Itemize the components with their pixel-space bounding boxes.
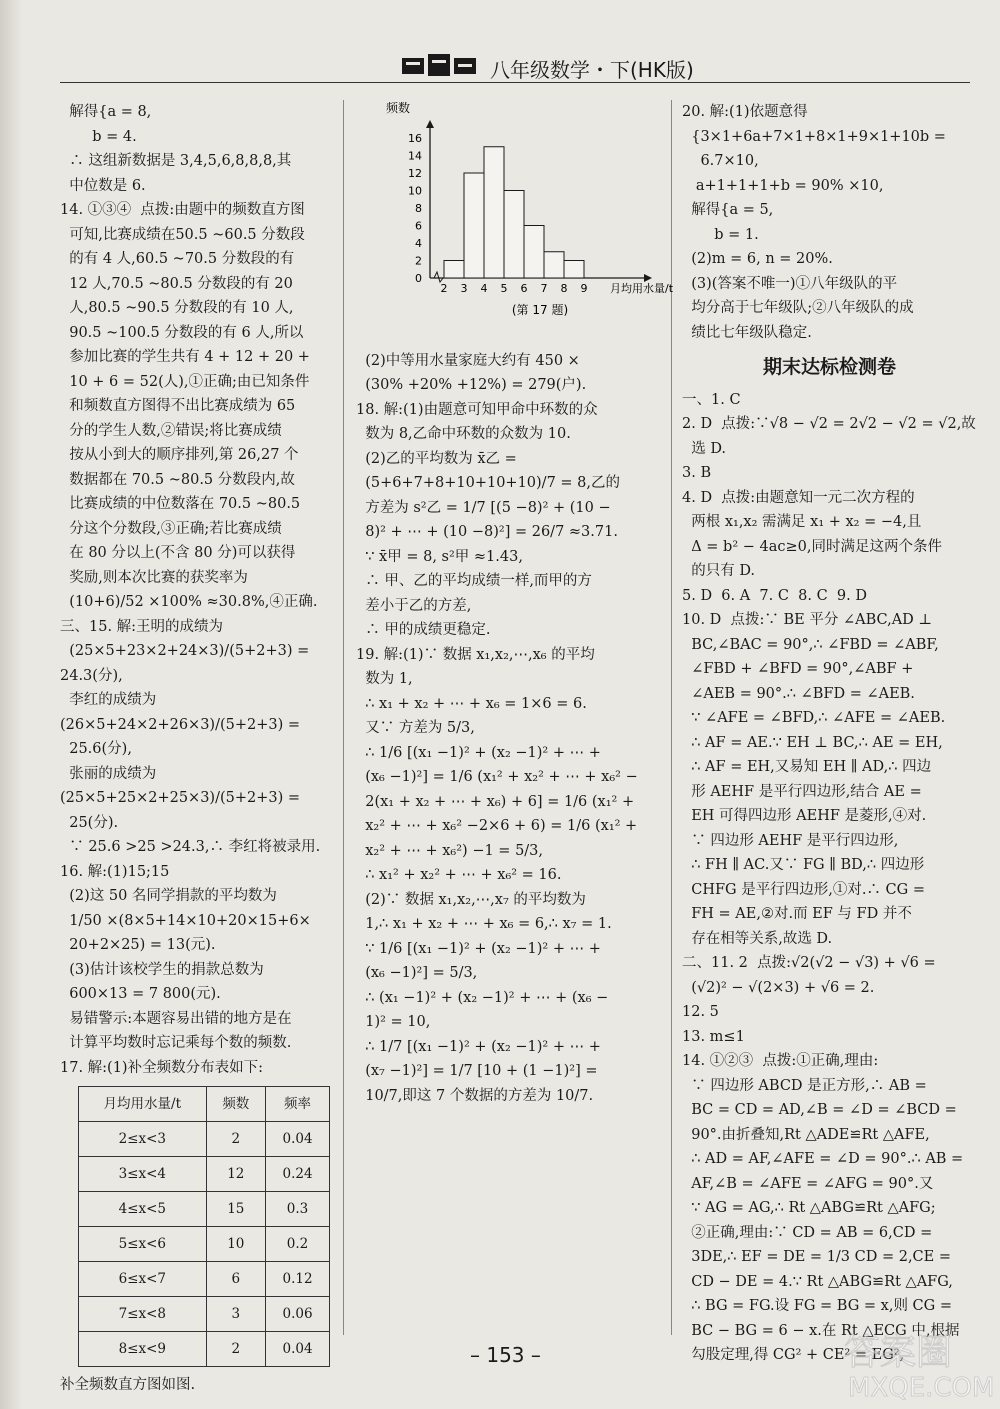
answer-line: 方差为 s²乙 = 1/7 [(5 −8)² + (10 −: [356, 499, 611, 516]
histogram-bar: [524, 226, 544, 279]
y-axis-label: 频数: [386, 101, 411, 115]
answer-line: 解得{a = 8,: [60, 104, 152, 120]
answer-line: 张丽的成绩为 (25×5+25×2+25×3)/(5+2+3) =: [60, 765, 301, 806]
answer-line: 易错警示:本题容易出错的地方是在: [60, 1010, 292, 1027]
histogram-bar: [564, 261, 584, 279]
table-header-row: [79, 1087, 330, 1122]
answer-line: ∵ ∠AFE = ∠BFD,∴ ∠AFE = ∠AEB.: [682, 710, 946, 726]
x-tick-label: 8: [560, 282, 568, 295]
x-tick-label: 2: [440, 282, 448, 295]
y-tick-label: 12: [408, 167, 422, 180]
table-cell: 4≤x<5: [79, 1192, 207, 1227]
x-axis-label: 月均用水量/t: [610, 282, 674, 295]
answer-line: 差小于乙的方差,: [356, 597, 472, 614]
table-row: [79, 1192, 330, 1227]
answer-line: (x₆ −1)²] = 5/3,: [356, 965, 478, 981]
table-row: [79, 1297, 330, 1332]
x-tick-label: 7: [540, 282, 548, 295]
answer-line: 二、11. 2 点拨:√2(√2 − √3) + √6 =: [682, 955, 936, 971]
answer-line: FH = AE,②对.而 EF 与 FD 并不: [682, 906, 912, 922]
answer-line: ∴ FH ∥ AC.又∵ FG ∥ BD,∴ 四边形: [682, 857, 925, 873]
answer-line: ∴ AF = EH,又易知 EH ∥ AD,∴ 四边: [682, 759, 932, 775]
table-cell: 0.12: [266, 1262, 330, 1297]
answer-line: 12 人,70.5 ~80.5 分数段的有 20: [60, 275, 293, 292]
y-tick-label: 6: [415, 219, 422, 233]
answer-line: BC − BG = 6 − x.在 Rt △ECG 中,根据: [682, 1322, 960, 1339]
answer-line: 5. D 6. A 7. C 8. C 9. D: [682, 587, 868, 604]
y-tick-label: 4: [415, 237, 422, 250]
table-cell: 15: [206, 1192, 266, 1227]
x-tick-label: 5: [500, 282, 508, 295]
histogram-chart: [356, 100, 674, 340]
answer-line: 14. ①②③ 点拨:①正确,理由:: [682, 1053, 879, 1069]
answer-line: 12. 5: [682, 1004, 719, 1020]
answer-line: 17. 解:(1)补全频数分布表如下:: [60, 1059, 263, 1076]
answer-line: 两根 x₁,x₂ 需满足 x₁ + x₂ = −4,且: [682, 514, 922, 530]
answer-line: ∠FBD + ∠BFD = 90°,∠ABF +: [682, 661, 914, 677]
answer-line: ∴ 这组新数据是 3,4,5,6,8,8,8,其: [60, 153, 292, 169]
table-row: [79, 1227, 330, 1262]
answer-line: ∴ AD = AF,∠AFE = ∠D = 90°.∴ AB =: [682, 1151, 964, 1167]
answer-line: 4. D 点拨:由题意知一元二次方程的: [682, 489, 915, 506]
answer-line: 中位数是 6.: [60, 177, 146, 194]
answer-line: (10+6)/52 ×100% ≈30.8%,④正确.: [60, 594, 318, 610]
answer-line: ∴ x₁² + x₂² + ⋯ + x₆² = 16.: [356, 867, 562, 883]
publisher-logo-icon: [400, 52, 480, 80]
answer-line: ∴ 1/6 [(x₁ −1)² + (x₂ −1)² + ⋯ +: [356, 744, 601, 761]
table-header-cell: 频率: [266, 1087, 330, 1122]
section-title: 期末达标检测卷: [762, 356, 896, 378]
answer-line: 13. m≤1: [682, 1028, 745, 1045]
histogram-bar: [544, 252, 564, 278]
page-gutter: [0, 0, 22, 1409]
answer-line: 又∵ 方差为 5/3,: [356, 720, 475, 736]
histogram-bar: [444, 261, 464, 279]
column-right: [682, 100, 977, 1368]
column-left: [60, 100, 330, 1398]
watermark-logo: [840, 1320, 995, 1403]
answer-line: 一、1. C: [682, 391, 741, 408]
y-tick-label: 0: [415, 272, 422, 285]
table-cell: 5≤x<6: [79, 1227, 207, 1262]
answer-line: 均分高于七年级队;②八年级队的成: [682, 300, 914, 316]
answer-line: ∠AEB = 90°.∴ ∠BFD = ∠AEB.: [682, 685, 915, 702]
answer-line: ∴ BG = FG.设 FG = BG = x,则 CG =: [682, 1298, 952, 1314]
y-tick-label: 10: [408, 184, 422, 198]
table-header-cell: 月均用水量/t: [79, 1087, 207, 1122]
answer-line: 3DE,∴ EF = DE = 1/3 CD = 2,CE =: [682, 1249, 951, 1265]
y-axis-arrow-icon: [426, 120, 434, 128]
answer-line: ∵ 1/6 [(x₁ −1)² + (x₂ −1)² + ⋯ +: [356, 940, 601, 957]
answer-line: EH 可得四边形 AEHF 是菱形,④对.: [682, 808, 927, 824]
chart-caption: (第 17 题): [511, 303, 569, 317]
y-tick-label: 2: [415, 254, 422, 268]
answer-line: x₂² + ⋯ + x₆² −2×6 + 6) = 1/6 (x₁² +: [356, 818, 638, 834]
table-row: [79, 1157, 330, 1192]
answer-line: (x₆ −1)²] = 1/6 (x₁² + x₂² + ⋯ + x₆² −: [356, 769, 638, 785]
histogram-bar: [464, 173, 484, 278]
answer-line: 25(分).: [60, 814, 119, 831]
answer-line: 20+2×25) = 13(元).: [60, 937, 216, 953]
answer-line: a+1+1+1+b = 90% ×10,: [682, 177, 884, 194]
answer-line: CD − DE = 4.∵ Rt △ABG≌Rt △AFG,: [682, 1273, 953, 1290]
answer-line: 数为 1,: [356, 671, 413, 687]
answer-line: AF,∠B = ∠AFE = ∠AFG = 90°.又: [682, 1175, 934, 1192]
answer-line: 李红的成绩为 (26×5+24×2+26×3)/(5+2+3) =: [60, 692, 301, 733]
table-cell: 0.06: [266, 1297, 330, 1332]
x-tick-label: 3: [460, 282, 468, 295]
answer-line: 2. D 点拨:∵√8 − √2 = 2√2 − √2 = √2,故: [682, 416, 976, 432]
answer-line: (3)(答案不唯一)①八年级队的平: [682, 275, 898, 292]
x-tick-label: 6: [520, 282, 528, 295]
axis-break-icon: [434, 272, 443, 282]
answer-line: 勾股定理,得 CG² + CE² = EG²,: [682, 1347, 905, 1363]
answer-line: 和频数直方图得不出比赛成绩为 65: [60, 398, 296, 414]
answer-line: 25.6(分),: [60, 741, 132, 757]
answer-line: 可知,比赛成绩在50.5 ~60.5 分数段: [60, 226, 305, 243]
answer-line: 10 + 6 = 52(人),①正确;由已知条件: [60, 373, 310, 390]
answer-line: {3×1+6a+7×1+8×1+9×1+10b =: [682, 128, 946, 145]
y-tick-label: 8: [415, 202, 422, 215]
answer-line: 数据都在 70.5 ~80.5 分数段内,故: [60, 471, 295, 488]
answer-line: (5+6+7+8+10+10+10)/7 = 8,乙的: [356, 475, 620, 491]
answer-line: 1)² = 10,: [356, 1014, 431, 1030]
frequency-table: [78, 1086, 330, 1367]
answer-line: 10/7,即这 7 个数据的方差为 10/7.: [356, 1087, 594, 1104]
answer-text-block: [682, 100, 977, 345]
answer-line: ∴ 甲、乙的平均成绩一样,而甲的方: [356, 573, 592, 589]
answer-line: 1,∴ x₁ + x₂ + ⋯ + x₆ = 6,∴ x₇ = 1.: [356, 916, 612, 932]
watermark-url: MXQE.COM: [848, 1373, 995, 1403]
answer-line: 奖励,则本次比赛的获奖率为: [60, 569, 248, 586]
y-tick-label: 16: [408, 132, 422, 145]
answer-line: 14. ①③④ 点拨:由题中的频数直方图: [60, 202, 305, 218]
answer-line: 分这个分数段,③正确;若比赛成绩: [60, 520, 282, 537]
header-title: 八年级数学・下(HK版): [490, 58, 694, 82]
answer-line: ∴ AF = AE.∵ EH ⊥ BC,∴ AE = EH,: [682, 734, 943, 751]
answer-line: (2)乙的平均数为 x̄乙 =: [356, 450, 517, 467]
table-cell: 12: [206, 1157, 266, 1192]
table-cell: 3: [206, 1297, 266, 1332]
answer-line: 19. 解:(1)∵ 数据 x₁,x₂,⋯,x₆ 的平均: [356, 646, 595, 663]
table-row: [79, 1262, 330, 1297]
y-tick-label: 14: [408, 149, 422, 163]
answer-line: (x₇ −1)²] = 1/7 [10 + (1 −1)²] =: [356, 1063, 598, 1079]
answer-line: ∴ 1/7 [(x₁ −1)² + (x₂ −1)² + ⋯ +: [356, 1038, 601, 1055]
answer-line: ∴ (x₁ −1)² + (x₂ −1)² + ⋯ + (x₆ −: [356, 989, 609, 1006]
answer-line: (3)估计该校学生的捐款总数为: [60, 961, 264, 978]
answer-line: 的只有 D.: [682, 563, 756, 579]
answer-line: x₂² + ⋯ + x₆²) −1 = 5/3,: [356, 842, 544, 859]
answer-line: 比赛成绩的中位数落在 70.5 ~80.5: [60, 496, 301, 512]
watermark-text: 答案圈: [844, 1332, 953, 1373]
answer-line: 6.7×10,: [682, 153, 759, 169]
table-cell: 3≤x<4: [79, 1157, 207, 1192]
table-cell: 10: [206, 1227, 266, 1262]
answer-line: 16. 解:(1)15;15: [60, 863, 170, 880]
answer-line: (√2)² − √(2×3) + √6 = 2.: [682, 979, 875, 996]
answer-line: b = 1.: [682, 226, 759, 243]
table-header-cell: 频数: [206, 1087, 266, 1122]
answer-line: 选 D.: [682, 440, 727, 457]
x-tick-label: 9: [580, 282, 588, 295]
answer-line: 600×13 = 7 800(元).: [60, 986, 221, 1002]
answer-line: ②正确,理由:∵ CD = AB = 6,CD =: [682, 1224, 933, 1241]
answer-line: ∵ 四边形 ABCD 是正方形,∴ AB =: [682, 1077, 927, 1094]
answer-line: ∵ x̄甲 = 8, s²甲 ≈1.43,: [356, 548, 523, 565]
table-cell: 6: [206, 1262, 266, 1297]
answer-line: (30% +20% +12%) = 279(户).: [356, 377, 587, 393]
table-row: [79, 1122, 330, 1157]
answer-text: 补全频数直方图如图.: [60, 1377, 196, 1393]
answer-line: (25×5+23×2+24×3)/(5+2+3) = 24.3(分),: [60, 643, 314, 684]
answer-line: 2(x₁ + x₂ + ⋯ + x₆) + 6] = 1/6 (x₁² +: [356, 793, 635, 810]
table-cell: 8≤x<9: [79, 1332, 207, 1367]
table-cell: 0.2: [266, 1227, 330, 1262]
answer-line: 在 80 分以上(不含 80 分)可以获得: [60, 545, 296, 561]
answer-line: 解得{a = 5,: [682, 202, 774, 218]
answer-line: 3. B: [682, 465, 712, 481]
answer-line: BC,∠BAC = 90°,∴ ∠FBD = ∠ABF,: [682, 636, 939, 653]
answer-line: CHFG 是平行四边形,①对.∴ CG =: [682, 881, 925, 898]
answer-line: ∵ 25.6 >25 >24.3,∴ 李红将被录用.: [60, 839, 321, 855]
answer-line: 10. D 点拨:∵ BE 平分 ∠ABC,AD ⊥: [682, 612, 933, 628]
answer-line: Δ = b² − 4ac≥0,同时满足这两个条件: [682, 538, 942, 555]
answer-line: 参加比赛的学生共有 4 + 12 + 20 +: [60, 349, 310, 365]
answer-line: 18. 解:(1)由题意可知甲命中环数的众: [356, 401, 598, 418]
answer-line: 90.5 ~100.5 分数段的有 6 人,所以: [60, 324, 304, 341]
table-cell: 0.04: [266, 1122, 330, 1157]
column-middle: [356, 100, 674, 1108]
answer-line: 人,80.5 ~90.5 分数段的有 10 人,: [60, 300, 294, 316]
page-header: [60, 52, 970, 83]
answer-text-block: [682, 388, 977, 1368]
answer-line: 1/50 ×(8×5+14×10+20×15+6×: [60, 912, 311, 929]
answer-line: 20. 解:(1)依题意得: [682, 104, 808, 120]
answer-line: 三、15. 解:王明的成绩为: [60, 618, 224, 635]
answer-line: 计算平均数时忘记乘每个数的频数.: [60, 1035, 292, 1051]
table-cell: 0.3: [266, 1192, 330, 1227]
table-cell: 2: [206, 1122, 266, 1157]
table-cell: 6≤x<7: [79, 1262, 207, 1297]
table-cell: 2: [206, 1332, 266, 1367]
answer-line: 按从小到大的顺序排列,第 26,27 个: [60, 447, 299, 463]
answer-text-block: [60, 100, 330, 1080]
table-cell: 0.24: [266, 1157, 330, 1192]
answer-line: 绩比七年级队稳定.: [682, 324, 812, 341]
answer-line: 8)² + ⋯ + (10 −8)²] = 26/7 ≈3.71.: [356, 524, 618, 540]
table-cell: 0.04: [266, 1332, 330, 1367]
answer-line: 的有 4 人,60.5 ~70.5 分数段的有: [60, 251, 295, 267]
answer-line: ∵ AG = AG,∴ Rt △ABG≌Rt △AFG;: [682, 1200, 936, 1216]
histogram-bar: [484, 147, 504, 278]
table-cell: 7≤x<8: [79, 1297, 207, 1332]
answer-text-block: [356, 349, 661, 1109]
answer-line: ∵ 四边形 AEHF 是平行四边形,: [682, 832, 899, 849]
answer-line: 90°.由折叠知,Rt △ADE≌Rt △AFE,: [682, 1126, 930, 1143]
answer-line: ∴ 甲的成绩更稳定.: [356, 622, 491, 638]
answer-line: b = 4.: [60, 128, 137, 145]
answer-line: 存在相等关系,故选 D.: [682, 930, 833, 947]
table-cell: 2≤x<3: [79, 1122, 207, 1157]
answer-line: ∴ x₁ + x₂ + ⋯ + x₆ = 1×6 = 6.: [356, 695, 587, 712]
column-divider: [343, 100, 344, 1335]
answer-line: 分的学生人数,②错误;将比赛成绩: [60, 422, 282, 439]
page-number: – 153 –: [470, 1343, 541, 1367]
answer-line: (2)中等用水量家庭大约有 450 ×: [356, 352, 580, 369]
answer-line: (2)m = 6, n = 20%.: [682, 251, 833, 267]
histogram-bar: [504, 191, 524, 279]
answer-line: BC = CD = AD,∠B = ∠D = ∠BCD =: [682, 1102, 957, 1118]
answer-line: (2)这 50 名同学捐款的平均数为: [60, 888, 277, 904]
x-axis-arrow-icon: [644, 274, 652, 282]
answer-line: 数为 8,乙命中环数的众数为 10.: [356, 426, 571, 442]
answer-line: 形 AEHF 是平行四边形,结合 AE =: [682, 783, 922, 800]
table-row: [79, 1332, 330, 1367]
answer-line: (2)∵ 数据 x₁,x₂,⋯,x₇ 的平均数为: [356, 891, 586, 908]
x-tick-label: 4: [480, 282, 488, 295]
